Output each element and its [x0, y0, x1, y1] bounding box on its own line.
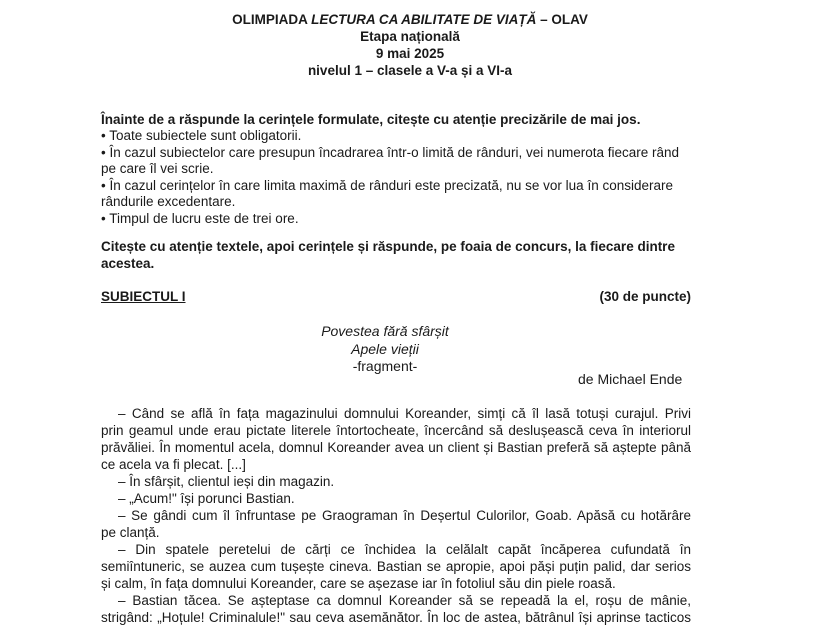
instruction-line: • Timpul de lucru este de trei ore. [101, 211, 299, 226]
body-line: și calm, în fața domnului Koreander, care se așezase iar în fotoliul său din piele roasă. [101, 576, 616, 591]
instruction-line: • În cazul subiectelor care presupun încadrarea într-o limită de rânduri, vei numerota fiecare rând [101, 145, 680, 160]
body-line: strigând: „Hoțule! Criminalule!" sau ceva asemănător. În loc de astea, bătrânul își aprinse tacticos [101, 610, 691, 625]
text-title: Povestea fără sfârșit [321, 323, 449, 339]
body-line: – Bastian tăcea. Se așteptase ca domnul Koreander să se repeadă la el, roșu de mânie, [118, 593, 691, 608]
subject-points: (30 de puncte) [599, 289, 691, 304]
olympiad-title: OLIMPIADA LECTURA CA ABILITATE DE VIAȚĂ – OLAV [232, 12, 588, 27]
exam-date: 9 mai 2025 [375, 46, 445, 61]
author-name: de Michael Ende [578, 371, 683, 387]
level-label: nivelul 1 – clasele a V-a și a VI-a [307, 63, 513, 78]
body-line: – În sfârșit, clientul ieși din magazin. [118, 474, 335, 489]
body-line: semiîntuneric, se auzea cum tușește cineva. Bastian se apropie, apoi păși puțin palid, dar serios [101, 559, 691, 574]
body-line: pe clanță. [101, 525, 160, 540]
body-line: – „Acum!" își porunci Bastian. [118, 491, 295, 506]
instruction-line: rândurile excedentare. [101, 194, 236, 209]
text-subtitle: Apele vieții [351, 341, 419, 357]
read-instruction-line: acestea. [101, 256, 155, 271]
body-line: – Când se află în fața magazinului domnului Koreander, simți că îl lasă totuși curajul. Privi [118, 406, 691, 421]
instructions-intro: Înainte de a răspunde la cerințele formulate, citește cu atenție precizările de mai jos. [101, 112, 641, 127]
instruction-line: • În cazul cerințelor în care limita maximă de rânduri este precizată, nu se vor lua în considerare [101, 178, 673, 193]
fragment-label: -fragment- [352, 358, 418, 374]
read-instruction-line: Citește cu atenție textele, apoi cerințele și răspunde, pe foaia de concurs, la fiecare dintre [101, 239, 675, 254]
stage-label: Etapa națională [360, 29, 460, 44]
subject-heading [101, 289, 691, 304]
body-line: prin geamul unde erau pictate literele întortocheate, încercând să deslușească ceva în interiorul [101, 423, 691, 438]
instruction-line: • Toate subiectele sunt obligatorii. [101, 128, 302, 143]
body-line: prăvăliei. În momentul acela, domnul Koreander avea un client și Bastian preferă să aștepte până [101, 440, 691, 455]
subject-title: SUBIECTUL I [101, 289, 186, 304]
instruction-line: pe care îl vei scrie. [101, 161, 214, 176]
body-line: ce acela va fi plecat. [...] [101, 457, 246, 472]
body-line: – Se gândi cum îl înfruntase pe Graograman în Deșertul Culorilor, Goab. Apăsă cu hotărâre [118, 508, 691, 523]
body-line: – Din spatele peretelui de cărți ce închidea la celălalt capăt încăperea cufundată în [118, 542, 691, 557]
